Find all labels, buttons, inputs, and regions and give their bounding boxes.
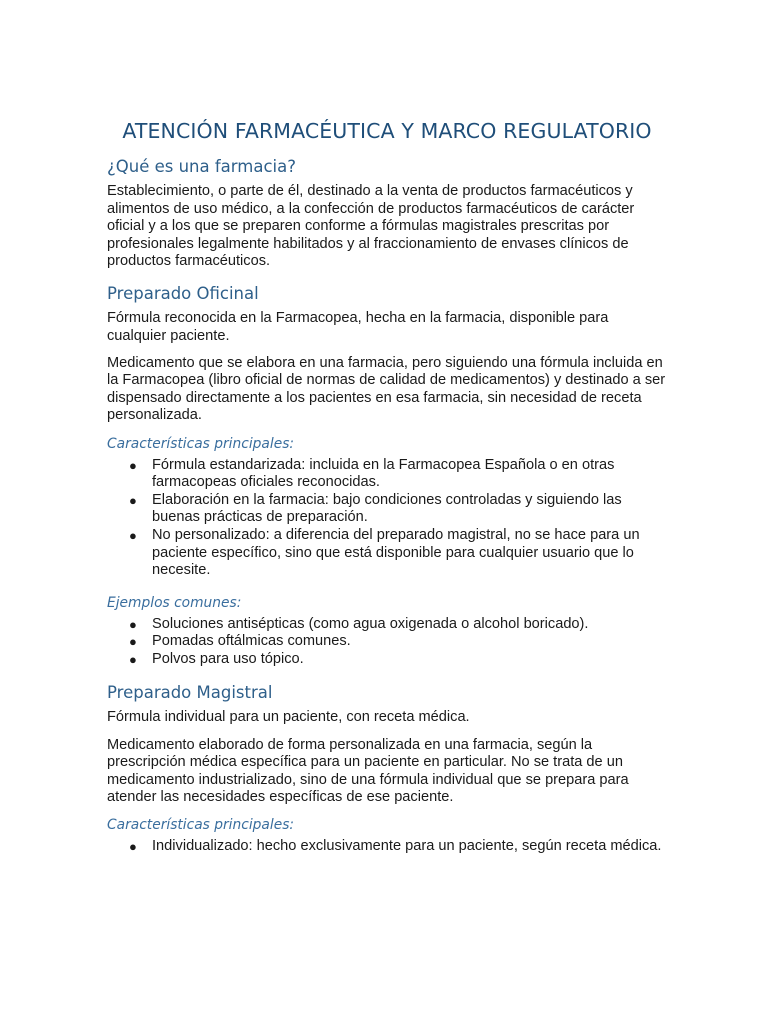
- bullet-icon: ●: [129, 651, 137, 667]
- bullet-icon: ●: [129, 839, 137, 855]
- subheading-oficinal-ejemplos: Ejemplos comunes:: [107, 594, 242, 611]
- bullet-icon: ●: [129, 527, 137, 543]
- bullet-icon: ●: [129, 634, 137, 650]
- heading-preparado-magistral: Preparado Magistral: [107, 683, 273, 703]
- bullet-icon: ●: [129, 616, 137, 632]
- document-page: [107, 116, 667, 870]
- subheading-magistral-caracteristicas: Características principales:: [107, 817, 295, 834]
- bullet-icon: ●: [129, 457, 137, 473]
- list-item: [107, 616, 667, 634]
- list-item: [107, 527, 667, 580]
- document-title: ATENCIÓN FARMACÉUTICA Y MARCO REGULATORIO: [122, 119, 652, 143]
- paragraph-magistral-descripcion: Medicamento elaborado de forma personalizada en una farmacia, según la prescripción médica específica para un paciente en particular. No se trata de un medicamento industrializado, sino de una fórmula individual que se prepara para atender las necesidades específicas de ese paciente.: [107, 736, 629, 806]
- heading-preparado-oficinal: Preparado Oficinal: [107, 283, 259, 303]
- paragraph-magistral-definicion: Fórmula individual para un paciente, con receta médica.: [107, 709, 470, 726]
- paragraph-oficinal-definicion: Fórmula reconocida en la Farmacopea, hecha en la farmacia, disponible para cualquier paciente.: [107, 309, 609, 344]
- list-item: [107, 633, 667, 651]
- paragraph-oficinal-descripcion: Medicamento que se elabora en una farmacia, pero siguiendo una fórmula incluida en la Farmacopea (libro oficial de normas de calidad de medicamentos) y destinado a ser dispensado directamente a los pacientes en esa farmacia, sin necesidad de receta personalizada.: [107, 354, 666, 424]
- list-item: [107, 838, 667, 856]
- list-oficinal-caracteristicas: [107, 457, 667, 580]
- list-magistral-caracteristicas: [107, 838, 667, 856]
- list-item: [107, 651, 667, 669]
- list-oficinal-ejemplos: [107, 616, 667, 669]
- list-item-text: Individualizado: hecho exclusivamente para un paciente, según receta médica.: [152, 838, 662, 855]
- list-item-text: No personalizado: a diferencia del preparado magistral, no se hace para un paciente específico, sino que está disponible para cualquier usuario que lo necesite.: [152, 526, 640, 579]
- list-item-text: Fórmula estandarizada: incluida en la Farmacopea Española o en otras farmacopeas oficiales reconocidas.: [152, 456, 615, 491]
- list-item: [107, 492, 667, 527]
- list-item-text: Elaboración en la farmacia: bajo condiciones controladas y siguiendo las buenas prácticas de preparación.: [152, 491, 622, 526]
- list-item-text: Soluciones antisépticas (como agua oxigenada o alcohol boricado).: [152, 615, 589, 632]
- list-item-text: Pomadas oftálmicas comunes.: [152, 633, 351, 650]
- list-item: [107, 457, 667, 492]
- list-item-text: Polvos para uso tópico.: [152, 650, 304, 667]
- bullet-icon: ●: [129, 492, 137, 508]
- heading-que-es-farmacia: ¿Qué es una farmacia?: [107, 157, 296, 176]
- subheading-oficinal-caracteristicas: Características principales:: [107, 435, 295, 452]
- paragraph-que-es-farmacia: Establecimiento, o parte de él, destinado a la venta de productos farmacéuticos y alimentos de uso médico, a la confección de productos farmacéuticos de carácter oficial y a los que se preparen conforme a fórmulas magistrales prescritas por profesionales legalmente habilitados y al fraccionamiento de envases clínicos de productos farmacéuticos.: [107, 183, 635, 270]
